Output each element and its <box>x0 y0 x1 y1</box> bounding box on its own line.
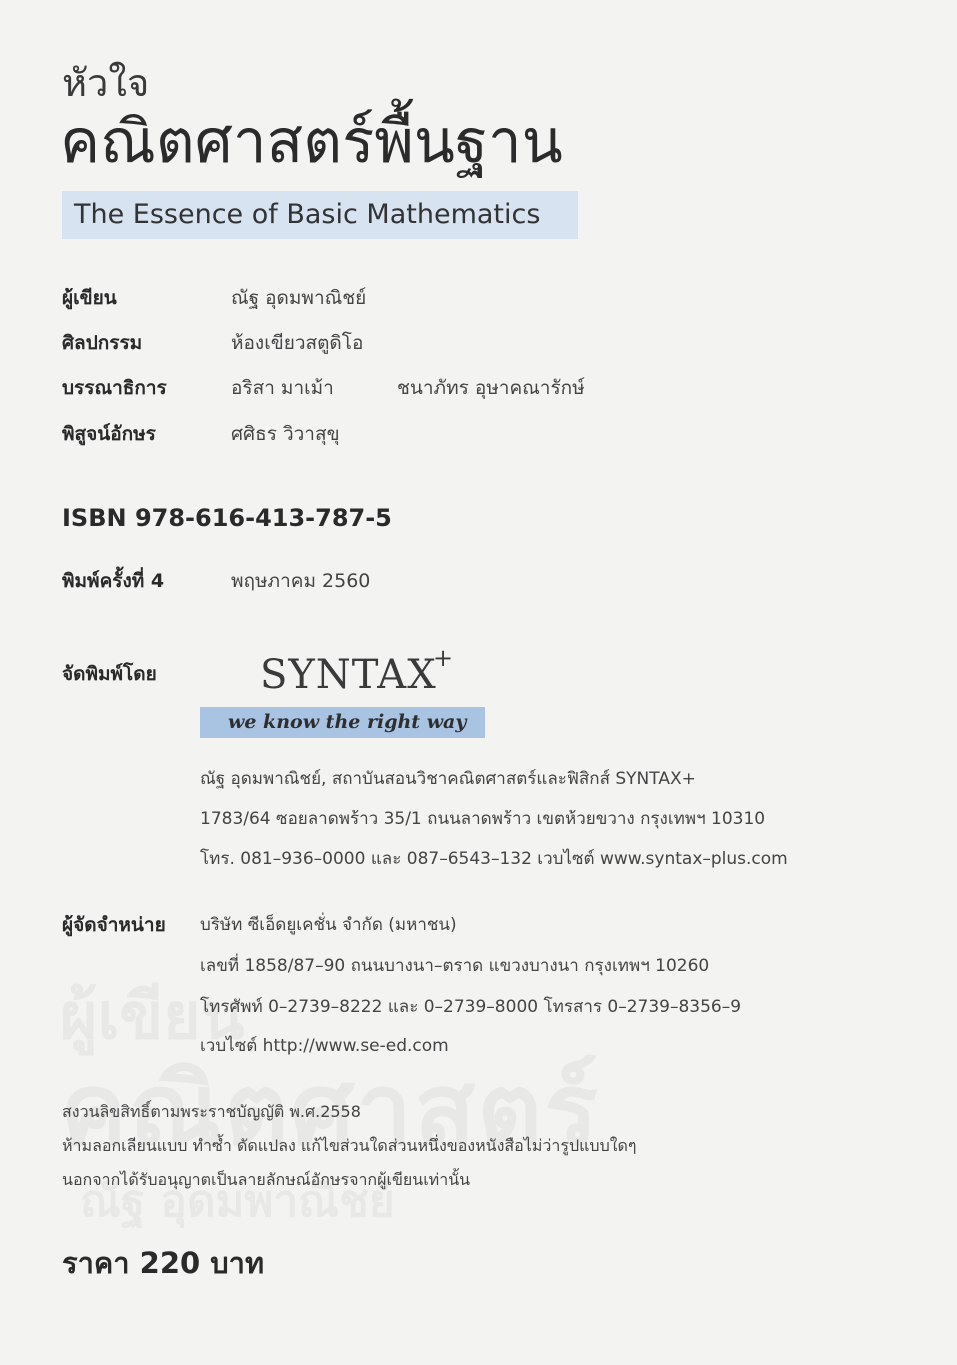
credit-value: อริสา มาเม้า <box>231 377 334 399</box>
credit-label: ศิลปกรรม <box>62 332 143 354</box>
credit-value: ศศิธร วิวาสุขุ <box>231 423 340 445</box>
publisher-tagline: we know the right way <box>228 711 467 733</box>
book-title-english: The Essence of Basic Mathematics <box>74 199 541 230</box>
copyright-line-2: ห้ามลอกเลียนแบบ ทำซ้ำ ดัดแปลง แก้ไขส่วนใดส่วนหนึ่งของหนังสือไม่ว่ารูปแบบใดๆ <box>62 1136 637 1155</box>
printing-date: พฤษภาคม 2560 <box>231 570 371 592</box>
credit-value-second: ชนาภัทร อุษาคณารักษ์ <box>397 377 585 399</box>
book-title-main: คณิตศาสตร์พื้นฐาน <box>60 107 563 177</box>
book-price: ราคา 220 บาท <box>62 1246 265 1280</box>
distributor-line-company: บริษัท ซีเอ็ดยูเคชั่น จำกัด (มหาชน) <box>200 915 457 935</box>
distributor-line-phone: โทรศัพท์ 0–2739–8222 และ 0–2739–8000 โทรสาร 0–2739–8356–9 <box>200 997 742 1017</box>
publisher-label: จัดพิมพ์โดย <box>62 663 157 685</box>
credit-label: ผู้เขียน <box>62 287 117 309</box>
syntax-logo-text: SYNTAX <box>260 652 437 698</box>
credit-label: พิสูจน์อักษร <box>62 423 156 445</box>
distributor-line-address: เลขที่ 1858/87–90 ถนนบางนา–ตราด แขวงบางนา กรุงเทพฯ 10260 <box>200 956 710 976</box>
credit-value: ห้องเขียวสตูดิโอ <box>231 332 364 354</box>
credit-label: บรรณาธิการ <box>62 377 167 399</box>
publisher-line-address: 1783/64 ซอยลาดพร้าว 35/1 ถนนลาดพร้าว เขตห้วยขวาง กรุงเทพฯ 10310 <box>200 809 766 829</box>
copyright-line-3: นอกจากได้รับอนุญาตเป็นลายลักษณ์อักษรจากผู้เขียนเท่านั้น <box>62 1170 471 1189</box>
book-title-top: หัวใจ <box>62 61 150 105</box>
distributor-label: ผู้จัดจำหน่าย <box>62 914 166 936</box>
isbn: ISBN 978-616-413-787-5 <box>62 504 392 532</box>
printing-edition-label: พิมพ์ครั้งที่ 4 <box>62 570 165 592</box>
copyright-line-1: สงวนลิขสิทธิ์ตามพระราชบัญญัติ พ.ศ.2558 <box>62 1102 361 1121</box>
distributor-line-website: เวบไซต์ http://www.se-ed.com <box>200 1036 449 1056</box>
publisher-line-name: ณัฐ อุดมพาณิชย์, สถาบันสอนวิชาคณิตศาสตร์และฟิสิกส์ SYNTAX+ <box>200 769 696 789</box>
publisher-line-contact: โทร. 081–936–0000 และ 087–6543–132 เวบไซต์ www.syntax–plus.com <box>200 849 788 869</box>
syntax-logo-plus: + <box>433 644 454 672</box>
credit-value: ณัฐ อุดมพาณิชย์ <box>231 287 367 309</box>
